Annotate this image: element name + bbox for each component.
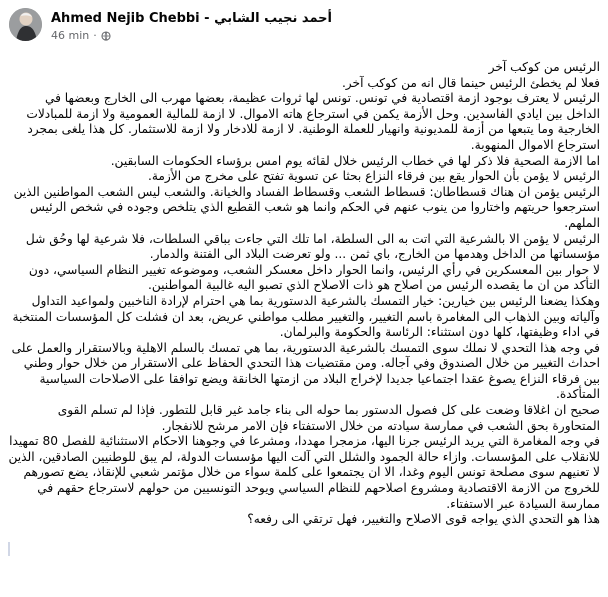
post-paragraph: الرئيس لا يؤمن بأن الحوار يقع بين فرقاء النزاع بحثا عن تسوية تفتح على مخرج من الأزمة. [147, 169, 600, 184]
post-paragraph: الرئيس يؤمن ان هناك قسطاطان: قسطاط الشعب وقسطاط الفساد والخيانة. والشعب ليس الشعب المواطنين الذين استرجعوا حريتهم واختاروا من ينوب عنهم في الحكم وانما هو شعب القطيع الذي يتلخص وجوده في شخص الرئيس الملهم. [13, 184, 600, 230]
post-paragraph: هذا هو التحدي الذي يواجه قوى الاصلاح والتغيير، فهل ترتقي الى رفعه؟ [247, 512, 600, 527]
post-paragraph: الرئيس لا يؤمن الا بالشرعية التي اتت به الى السلطة، اما تلك التي جاءت بباقي السلطات، فلا شرعية لها وحُق شل مؤسساتها من الداخل وهدمها من الخارج، باي ثمن ... ولو تعرضت البلاد الى الفتنة والدمار. [25, 231, 600, 262]
post-paragraph: صحيح ان اغلاقا وضعت على كل فصول الدستور بما حوله الى بناء جامد غير قابل للتطور. فإذا لم تسلم القوى المتحاورة بحق الشعب في ممارسة سيادته من خلال الاستفتاء فإن الامر مرشح للانفجار. [57, 403, 600, 433]
author-name[interactable]: Ahmed Nejib Chebbi - أحمد نجيب الشابي [51, 11, 332, 26]
post-meta [51, 30, 111, 42]
post-body [8, 60, 600, 528]
profile-photo-icon [9, 8, 42, 41]
post-paragraph: في وجه المغامرة التي يريد الرئيس جرنا اليها، مزمجرا مهددا، ومشرعا في وجوهنا الاحكام الاستثنائية للفصل 80 تمهيدا للانقلاب على المؤسسات. وازاء حالة الجمود والشلل التي آلت اليها مؤسسات الدولة، لم يبق للوطنيين الصادقين، الذين لا تعنيهم سوى مصلحة تونس اليوم وغدا، الا ان يجتمعوا على كلمة سواء من خلال مؤتمر شعبي للإنقاذ، يضع تصورهم للخروج من الازمة الاقتصادية ومشروع اصلاحهم للنظام السياسي ويوحد التونسيين من حولهم لاسترجاع حقهم في ممارسة السيادة عبر الاستفتاء. [8, 434, 600, 511]
post-header [9, 8, 599, 42]
post-paragraph: فعلا لم يخطئ الرئيس حينما قال انه من كوكب آخر. [341, 75, 600, 90]
post-paragraph: الرئيس لا يعترف بوجود ازمة اقتصادية في تونس. تونس لها ثروات عظيمة، بعضها مهرب الى الخارج وبعضها في الداخل بين ايادي الفاسدين. وحل الأزمة يكمن في استرجاع هاته الاموال. لا ازمة للمالية العمومية ولا ازمة للمبادلات الخارجية وما يتبعها من أزمة للمديونية وانهيار للعملة الوطنية. لا ازمة للادخار ولا ازمة للاستثمار. كل هذا يلغى بمجرد استرجاع الاموال المنهوبة. [26, 91, 600, 152]
post-paragraph: وهكذا يضعنا الرئيس بين خيارين: خيار التمسك بالشرعية الدستورية بما هي احترام لإرادة الناخبين ولمواعيد التداول وآلياته وبين الذهاب الى المغامرة باسم التغيير، والتغيير مطلب مواطني عريض، بعد ان فشلت كل المؤسسات المنتخبة في اداء وظيفتها، كلها دون استثناء: الرئاسة والحكومة والبرلمان. [12, 293, 600, 340]
text-selection-mark [8, 542, 10, 556]
post-paragraph: في وجه هذا التحدي لا نملك سوى التمسك بالشرعية الدستورية، بما هي تمسك بالسلم الاهلية وبالاستقرار والعمل على احداث التغيير من خلال الصندوق وفي آجاله. ومن مقتضيات هذا التحدي الحفاظ على الاستقرار من خلال حوار وطني بين فرقاء النزاع يصوغ عقدا اجتماعيا جديدا لإخراج البلاد من ازمتها الخانقة ويضع توافقا على الاصلاحات السياسية المتأكدة. [11, 340, 600, 402]
post-time[interactable]: 46 min [51, 29, 90, 42]
post-paragraph: لا حوار بين المعسكرين في رأي الرئيس، وانما الحوار داخل معسكر الشعب، وموضوعه تغيير النظام السياسي، دون التأكد من ان ما يقصده الرئيس من اصلاح هو ذات الاصلاح الذي تصبو اليه غالبية المواطنين. [28, 262, 600, 293]
post-paragraph: الرئيس من كوكب آخر [488, 60, 600, 74]
post-paragraph: اما الازمة الصحية فلا ذكر لها في خطاب الرئيس خلال لقائه يوم امس برؤساء الحكومات السابقين. [110, 153, 600, 168]
meta-separator: · [93, 29, 97, 42]
public-globe-icon[interactable] [101, 31, 111, 41]
author-avatar[interactable] [9, 8, 42, 41]
